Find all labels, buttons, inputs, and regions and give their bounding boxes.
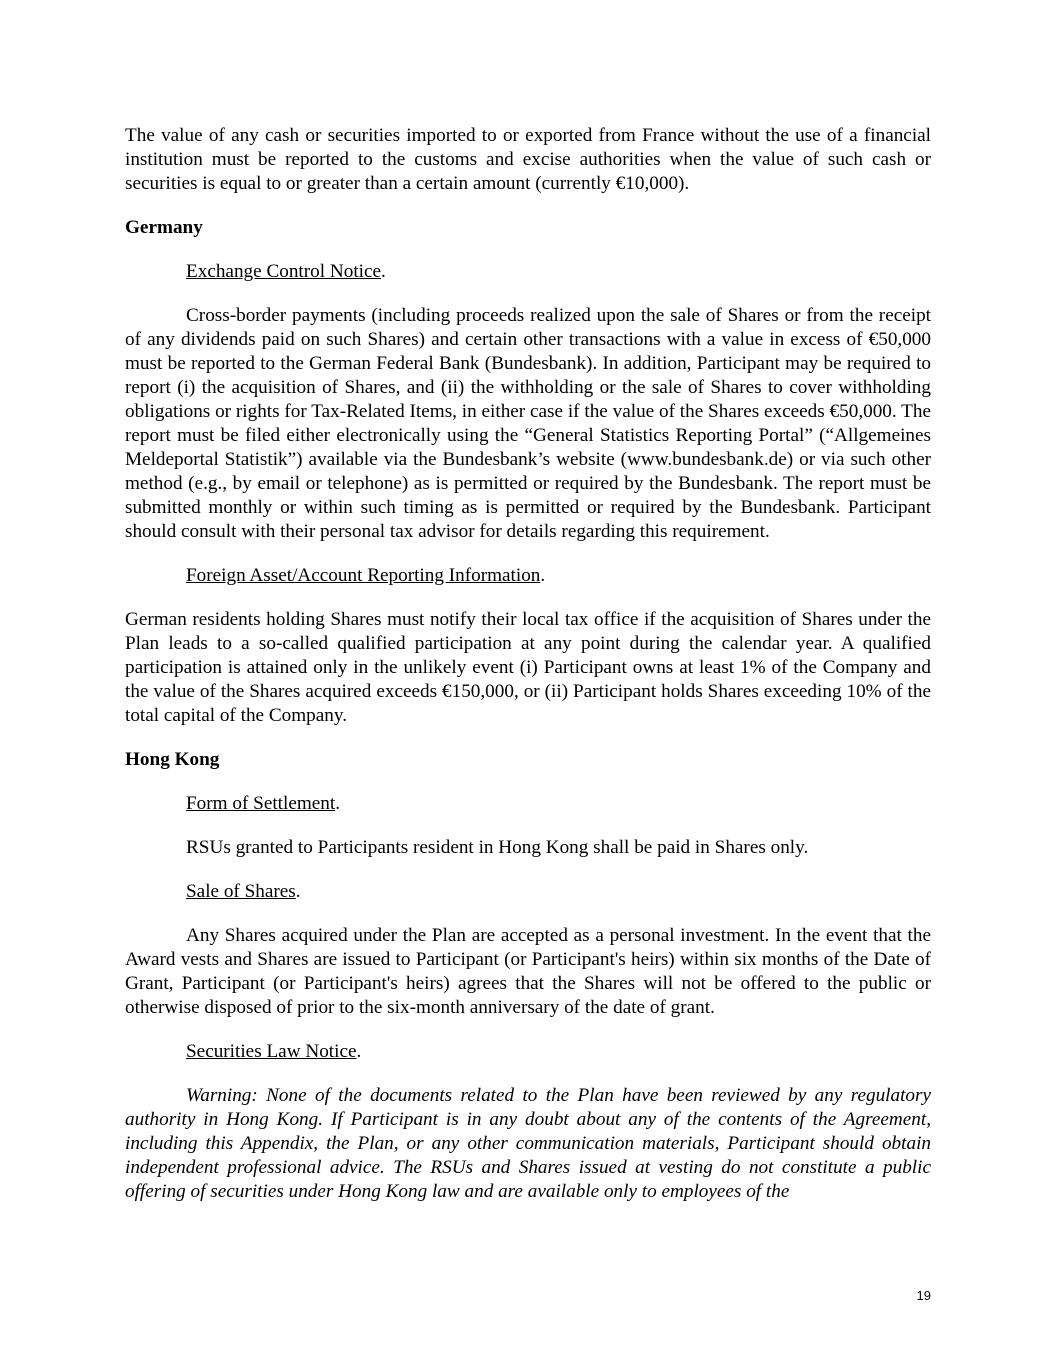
hk-settlement-subheading	[125, 792, 931, 816]
hk-sale-paragraph: Any Shares acquired under the Plan are accepted as a personal investment. In the event that the Award vests and Shares are issued to Participant (or Participant's heirs) within six months of the Date of Grant, Participant (or Participant's heirs) agrees that the Shares will not be offered to the public or otherwise disposed of prior to the six-month anniversary of the date of grant.	[125, 925, 931, 1018]
period: .	[381, 261, 386, 282]
germany-exchange-control-title: Exchange Control Notice	[186, 261, 382, 282]
germany-foreign-asset-paragraph: German residents holding Shares must notify their local tax office if the acquisition of Shares under the Plan leads to a so-called qualified participation at any point during the calendar year. A qualified participation is attained only in the unlikely event (i) Participant owns at least 1% of the Company and the value of the Shares acquired exceeds €150,000, or (ii) Participant holds Shares exceeding 10% of the total capital of the Company.	[125, 609, 931, 726]
hong-kong-heading: Hong Kong	[125, 749, 220, 770]
hk-sale-subheading	[125, 880, 931, 904]
germany-exchange-control-paragraph: Cross-border payments (including proceeds realized upon the sale of Shares or from the receipt of any dividends paid on such Shares) and certain other transactions with a value in excess of €50,000 must be reported to the German Federal Bank (Bundesbank). In addition, Participant may be required to report (i) the acquisition of Shares, and (ii) the withholding or the sale of Shares to cover withholding obligations or rights for Tax-Related Items, in either case if the value of the Shares exceeds €50,000. The report must be filed either electronically using the “General Statistics Reporting Portal” (“Allgemeines Meldeportal Statistik”) available via the Bundesbank’s website (www.bundesbank.de) or via such other method (e.g., by email or telephone) as is permitted or required by the Bundesbank. The report must be submitted monthly or within such timing as is permitted or required by the Bundesbank. Participant should consult with their personal tax advisor for details regarding this requirement.	[125, 305, 931, 542]
period: .	[540, 565, 546, 586]
hk-sale-title: Sale of Shares	[186, 881, 296, 902]
hk-securities-title: Securities Law Notice	[186, 1041, 357, 1062]
hk-settlement-paragraph: RSUs granted to Participants resident in Hong Kong shall be paid in Shares only.	[186, 837, 809, 858]
hk-securities-warning-paragraph: Warning: None of the documents related to the Plan have been reviewed by any regulatory authority in Hong Kong. If Participant is in any doubt about any of the contents of the Agreement, including this Appendix, the Plan, or any other communication materials, Participant should obtain independent professional advice. The RSUs and Shares issued at vesting do not constitute a public offering of securities under Hong Kong law and are available only to employees of the	[125, 1085, 931, 1202]
period: .	[295, 881, 301, 902]
period: .	[335, 793, 341, 814]
document-page	[125, 124, 931, 1224]
germany-exchange-control-subheading	[125, 260, 931, 284]
germany-foreign-asset-title: Foreign Asset/Account Reporting Information	[186, 565, 541, 586]
germany-heading: Germany	[125, 217, 203, 238]
period: .	[356, 1041, 362, 1062]
hk-settlement-title: Form of Settlement	[186, 793, 336, 814]
germany-foreign-asset-subheading	[125, 564, 931, 588]
hk-securities-subheading	[125, 1040, 931, 1064]
page-number: 19	[916, 1288, 931, 1303]
france-reporting-paragraph: The value of any cash or securities imported to or exported from France without the use of a financial institution must be reported to the customs and excise authorities when the value of such cash or securities is equal to or greater than a certain amount (currently €10,000).	[125, 125, 931, 194]
